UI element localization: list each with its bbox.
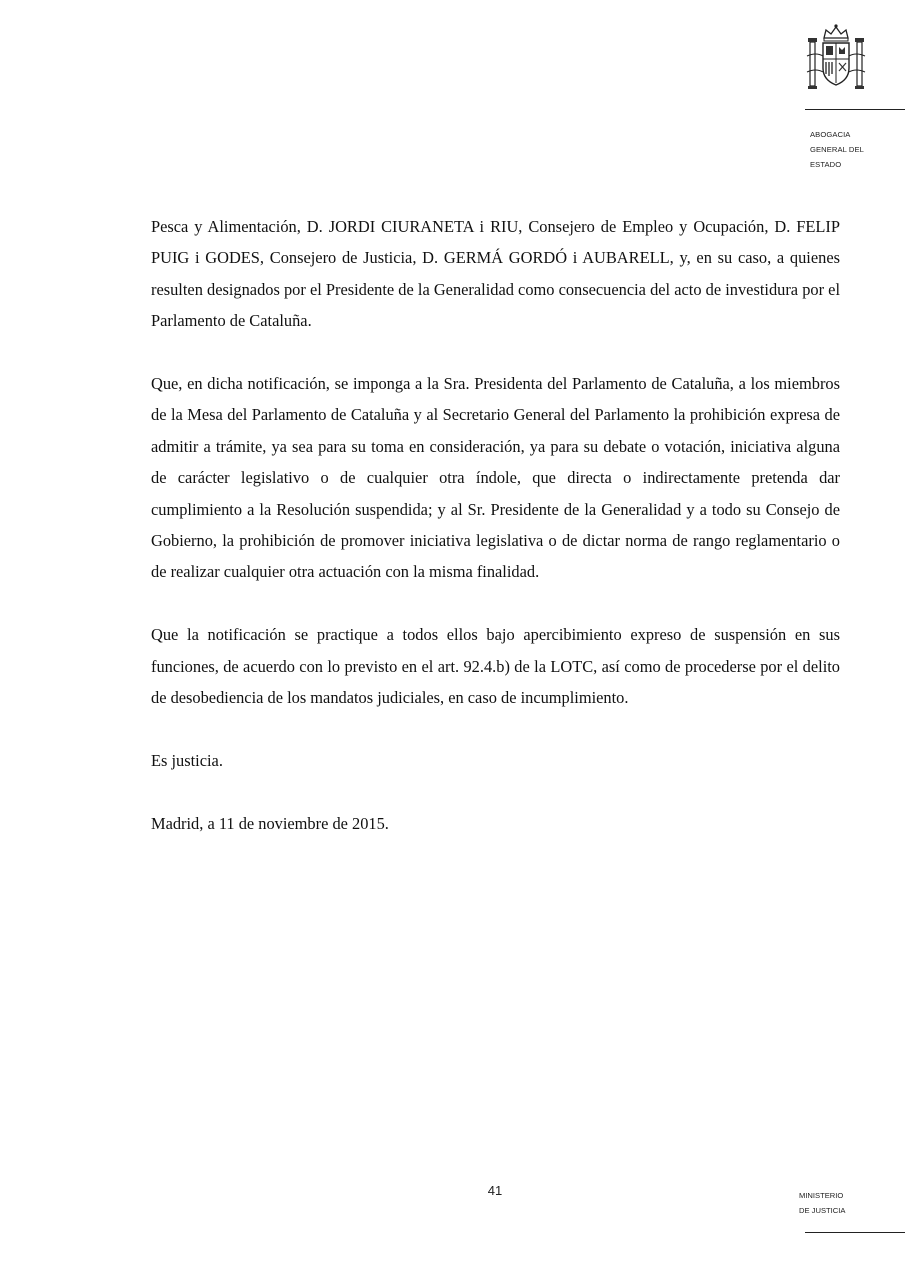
paragraph: Pesca y Alimentación, D. JORDI CIURANETA i RIU, Consejero de Empleo y Ocupación, D. FELIP PUIG i GODES, Consejero de Justicia, D. GERMÁ GORDÓ i AUBARELL, y, en su caso, a quienes resulten designados por el Presidente de la Generalidad como consecuencia del acto de investidura por el Parlamento de Cataluña.	[151, 217, 840, 331]
footer-divider	[805, 1232, 905, 1233]
ministry-line: MINISTERIO	[799, 1191, 844, 1200]
document-body	[151, 211, 840, 870]
agency-line: ESTADO	[810, 160, 842, 169]
page-number: 41	[487, 1183, 503, 1198]
paragraph: Que la notificación se practique a todos ellos bajo apercibimiento expreso de suspensión en sus funciones, de acuerdo con lo previsto en el art. 92.4.b) de la LOTC, así como de procederse por el delito de desobediencia de los mandatos judiciales, en caso de incumplimiento.	[151, 625, 840, 708]
paragraph: Que, en dicha notificación, se imponga a la Sra. Presidenta del Parlamento de Cataluña, a los miembros de la Mesa del Parlamento de Cataluña y al Secretario General del Parlamento la prohibición expresa de admitir a trámite, ya sea para su toma en consideración, ya para su debate o votación, iniciativa alguna de carácter legislativo o de cualquier otra índole, que directa o indirectamente pretenda dar cumplimiento a la Resolución suspendida; y al Sr. Presidente de la Generalidad y a todo su Consejo de Gobierno, la prohibición de promover iniciativa legislativa o de dictar norma de rango reglamentario o de realizar cualquier otra actuación con la misma finalidad.	[151, 374, 840, 582]
agency-name	[810, 127, 864, 172]
ministry-line: DE JUSTICIA	[799, 1206, 846, 1215]
agency-line: ABOGACIA	[810, 130, 851, 139]
closing-phrase: Es justicia.	[151, 750, 223, 770]
place-date: Madrid, a 11 de noviembre de 2015.	[151, 813, 389, 833]
header-divider	[805, 109, 905, 110]
coat-of-arms-icon	[804, 22, 868, 94]
ministry-name	[799, 1188, 845, 1218]
agency-line: GENERAL DEL	[810, 145, 864, 154]
